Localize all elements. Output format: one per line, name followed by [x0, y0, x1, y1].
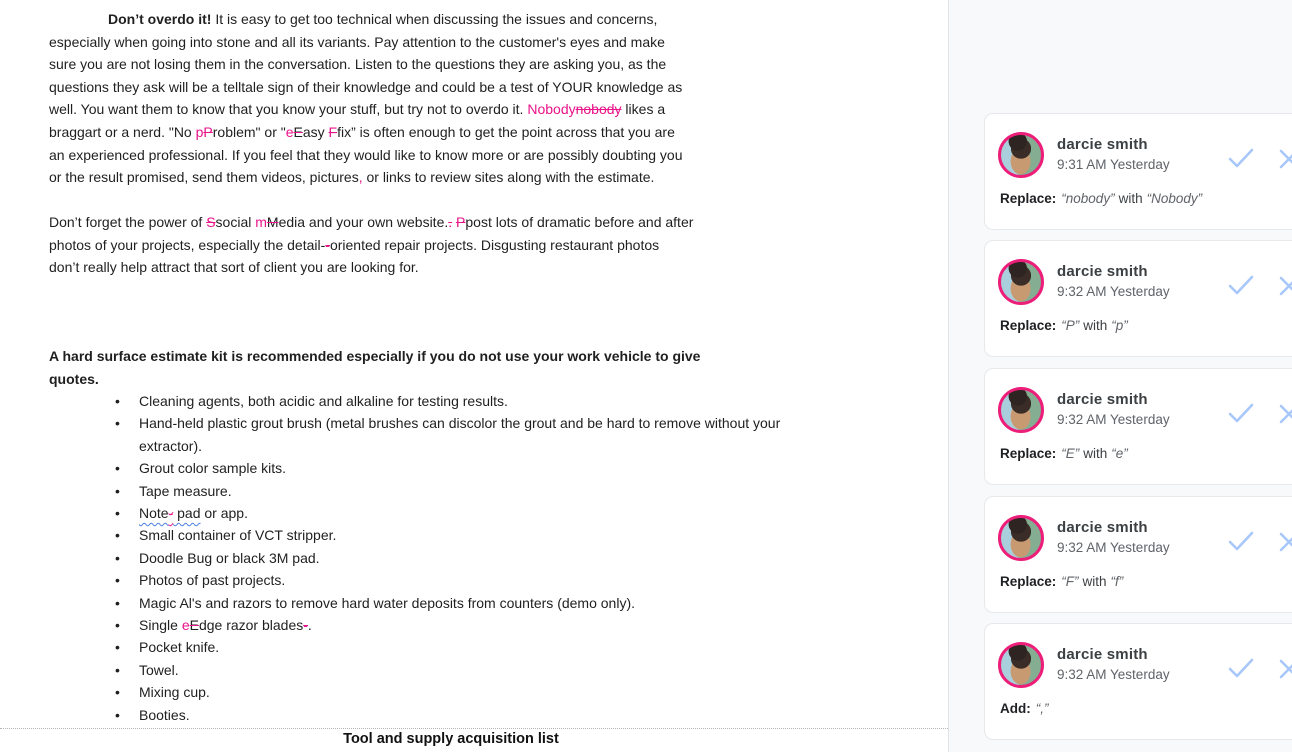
list-item-text	[139, 457, 845, 479]
list-item	[115, 502, 860, 524]
text-run: Grout color sample kits.	[139, 460, 287, 477]
suggestion-from-text: “F”	[1061, 574, 1079, 589]
comment-author: darcie smith	[1057, 519, 1148, 536]
text-run: Don’t overdo it!	[108, 11, 212, 27]
text-run: or app.	[200, 505, 248, 522]
list-item	[115, 704, 860, 726]
paragraph-overdo	[49, 8, 682, 189]
list-item-text	[139, 502, 845, 524]
tracked-change[interactable]: S	[206, 214, 216, 230]
document-line	[49, 76, 682, 99]
list-item	[115, 614, 860, 636]
list-item	[115, 412, 860, 457]
text-run: questions they ask will be a telltale sign of their knowledge and could be a test of YOUR knowledge as	[49, 78, 683, 95]
document-line	[49, 53, 682, 76]
paragraph-social-media	[49, 211, 693, 279]
document-line	[49, 166, 682, 189]
list-item-text	[139, 547, 845, 569]
tracked-change[interactable]: -	[303, 617, 308, 634]
avatar	[998, 387, 1044, 433]
bullet-marker: •	[115, 572, 120, 589]
text-run: Hand-held plastic grout brush (metal brushes can discolor the grout and be hard to remove without your extractor).	[139, 415, 781, 454]
suggestion-connector: with	[1118, 191, 1143, 206]
list-item-text	[139, 614, 845, 636]
comment-timestamp: 9:31 AM Yesterday	[1057, 157, 1170, 172]
list-item-text	[139, 524, 845, 546]
bullet-marker: •	[115, 661, 120, 678]
suggestion-from-text: “P”	[1061, 318, 1080, 333]
suggestion-connector: with	[1082, 574, 1107, 589]
tracked-change[interactable]: E	[293, 123, 303, 140]
text-run: Tape measure.	[139, 482, 232, 499]
page-break-divider	[0, 728, 948, 729]
list-item	[115, 480, 860, 502]
document-line	[49, 8, 682, 31]
text-run: Doodle Bug or black 3M pad.	[139, 549, 320, 566]
text-run: A hard surface estimate kit is recommended especially if you do not use your work vehicle to give	[49, 348, 701, 364]
suggestion-action-label: Replace:	[1000, 446, 1057, 461]
document-line	[49, 98, 682, 121]
text-run: Note	[139, 505, 169, 522]
reject-suggestion-icon[interactable]	[1277, 403, 1292, 425]
list-item-text	[139, 681, 845, 703]
suggestions-sidebar	[949, 0, 1292, 752]
suggestion-connector: with	[1083, 446, 1108, 461]
accept-suggestion-icon[interactable]	[1227, 530, 1255, 554]
bullet-marker: •	[115, 706, 120, 723]
tracked-change[interactable]: P	[456, 214, 466, 230]
tracked-change[interactable]: F	[328, 123, 338, 140]
text-run: .	[307, 617, 312, 634]
text-run: Single	[139, 617, 182, 634]
accept-suggestion-icon[interactable]	[1227, 274, 1255, 298]
tracked-change[interactable]: ,	[358, 169, 363, 186]
suggestion-from-text: “nobody”	[1061, 191, 1115, 206]
comment-author: darcie smith	[1057, 646, 1148, 663]
comment-timestamp: 9:32 AM Yesterday	[1057, 412, 1170, 427]
estimate-kit-heading	[49, 345, 700, 390]
tracked-change[interactable]: E	[189, 617, 199, 634]
avatar	[998, 132, 1044, 178]
document-line	[49, 31, 682, 54]
text-run: Towel.	[139, 661, 179, 678]
list-item-text	[139, 636, 845, 658]
avatar	[998, 642, 1044, 688]
suggestion-from-text: “E”	[1061, 446, 1080, 461]
suggestion-card[interactable]	[984, 496, 1292, 613]
text-run: or links to review sites along with the estimate.	[362, 169, 655, 186]
document-line	[49, 121, 682, 144]
text-run: well. You want them to know that you know your stuff, but try not to overdo it.	[49, 101, 528, 118]
text-run: social	[215, 214, 256, 230]
text-run: roblem" or "	[212, 123, 286, 140]
suggestion-connector: with	[1083, 318, 1108, 333]
document-line	[49, 256, 693, 279]
bullet-marker: •	[115, 549, 120, 566]
text-run: Small container of VCT stripper.	[139, 527, 337, 544]
suggestion-action-label: Replace:	[1000, 191, 1057, 206]
tracked-change[interactable]: p	[195, 123, 204, 140]
comment-author: darcie smith	[1057, 263, 1148, 280]
list-item	[115, 524, 860, 546]
document-line	[49, 144, 682, 167]
reject-suggestion-icon[interactable]	[1277, 148, 1292, 170]
bullet-marker: •	[115, 415, 120, 432]
tracked-change[interactable]: Nobody	[527, 101, 576, 118]
list-item-text	[139, 480, 845, 502]
suggestion-text	[1000, 446, 1128, 461]
text-run: don’t really help attract that sort of client you are looking for.	[49, 259, 419, 276]
list-item-text	[139, 569, 845, 591]
bullet-marker: •	[115, 460, 120, 477]
list-item	[115, 547, 860, 569]
tracked-change[interactable]: M	[266, 214, 279, 230]
reject-suggestion-icon[interactable]	[1277, 658, 1292, 680]
document-line	[49, 368, 700, 391]
document-line	[49, 345, 700, 368]
reject-suggestion-icon[interactable]	[1277, 275, 1292, 297]
bullet-marker: •	[115, 505, 120, 522]
estimate-kit-list	[115, 390, 860, 726]
accept-suggestion-icon[interactable]	[1227, 402, 1255, 426]
text-run: or the result promised, send them videos, pictures	[49, 169, 359, 186]
bullet-marker: •	[115, 684, 120, 701]
list-item-text	[139, 390, 845, 412]
comment-timestamp: 9:32 AM Yesterday	[1057, 667, 1170, 682]
tracked-change[interactable]: P	[203, 123, 213, 140]
list-item-text	[139, 412, 845, 457]
suggestion-to-text: “f”	[1110, 574, 1124, 589]
text-run: Photos of past projects.	[139, 572, 286, 589]
list-item-text	[139, 704, 845, 726]
list-item	[115, 569, 860, 591]
list-item	[115, 457, 860, 479]
tracked-change[interactable]: e	[285, 123, 294, 140]
suggestion-card[interactable]	[984, 623, 1292, 740]
comment-timestamp: 9:32 AM Yesterday	[1057, 540, 1170, 555]
suggestion-card[interactable]	[984, 240, 1292, 357]
text-run: fix” is often enough to get the point across that you are	[337, 123, 675, 140]
comment-author: darcie smith	[1057, 136, 1148, 153]
list-item	[115, 681, 860, 703]
text-run: asy	[302, 123, 329, 140]
text-run: Booties.	[139, 706, 190, 723]
section-title: Tool and supply acquisition list	[343, 731, 559, 747]
suggestion-text	[1000, 318, 1128, 333]
text-run: braggart or a nerd. "No	[49, 123, 196, 140]
tracked-change[interactable]: e	[181, 617, 190, 634]
accept-suggestion-icon[interactable]	[1227, 147, 1255, 171]
suggestion-action-label: Replace:	[1000, 318, 1057, 333]
text-run: photos of your projects, especially the detail-	[49, 236, 326, 253]
text-run: Pocket knife.	[139, 639, 220, 656]
suggestion-card[interactable]	[984, 113, 1292, 230]
text-run: Cleaning agents, both acidic and alkaline for testing results.	[139, 393, 508, 409]
bullet-marker: •	[115, 482, 120, 499]
text-run: quotes.	[49, 370, 99, 387]
avatar	[998, 259, 1044, 305]
tracked-change[interactable]: .	[448, 214, 453, 230]
list-item	[115, 659, 860, 681]
text-run: likes a	[621, 101, 666, 118]
suggestion-to-text: “Nobody”	[1146, 191, 1203, 206]
bullet-marker: •	[115, 594, 120, 611]
suggestion-text	[1000, 701, 1057, 716]
list-item	[115, 592, 860, 614]
document-line	[49, 234, 693, 257]
text-run: dge razor blades	[198, 617, 304, 634]
suggestion-card[interactable]	[984, 368, 1292, 485]
text-run: post lots of dramatic before and after	[465, 214, 694, 230]
document-line	[49, 211, 693, 234]
suggestion-text	[1000, 574, 1123, 589]
list-item-text	[139, 592, 845, 614]
avatar	[998, 515, 1044, 561]
text-run: Mixing cup.	[139, 684, 210, 701]
bullet-marker: •	[115, 639, 120, 656]
list-item	[115, 636, 860, 658]
accept-suggestion-icon[interactable]	[1227, 657, 1255, 681]
suggestion-text	[1000, 191, 1202, 206]
comment-timestamp: 9:32 AM Yesterday	[1057, 284, 1170, 299]
text-run: edia and your own website.	[278, 214, 449, 230]
bullet-marker: •	[115, 393, 120, 409]
suggestion-from-text: “,”	[1035, 701, 1049, 716]
text-run: It is easy to get too technical when discussing the issues and concerns,	[211, 11, 658, 27]
tracked-change[interactable]: nobody	[575, 101, 622, 118]
tracked-change[interactable]: m	[255, 214, 267, 230]
tracked-change[interactable]: -	[325, 236, 330, 253]
suggestion-to-text: “p”	[1111, 318, 1128, 333]
suggestion-to-text: “e”	[1111, 446, 1128, 461]
text-run: an experienced professional. If you feel that they would like to know more or are possibly doubting you	[49, 146, 683, 163]
text-run: sure you are not losing them in the conversation. Listen to the questions they are asking you, as the	[49, 56, 667, 73]
text-run: Don’t forget the power of	[49, 214, 207, 230]
comment-author: darcie smith	[1057, 391, 1148, 408]
suggestion-action-label: Replace:	[1000, 574, 1057, 589]
bullet-marker: •	[115, 527, 120, 544]
text-run: especially when going into stone and all its variants. Pay attention to the customer's eyes and make	[49, 33, 665, 50]
reject-suggestion-icon[interactable]	[1277, 531, 1292, 553]
text-run: pad	[173, 505, 201, 522]
list-item-text	[139, 659, 845, 681]
list-item	[115, 390, 860, 412]
text-run: Magic Al's and razors to remove hard water deposits from counters (demo only).	[139, 594, 635, 611]
tracked-change[interactable]: -	[168, 505, 174, 522]
text-run: oriented repair projects. Disgusting restaurant photos	[329, 236, 660, 253]
suggestion-action-label: Add:	[1000, 701, 1031, 716]
bullet-marker: •	[115, 617, 120, 634]
